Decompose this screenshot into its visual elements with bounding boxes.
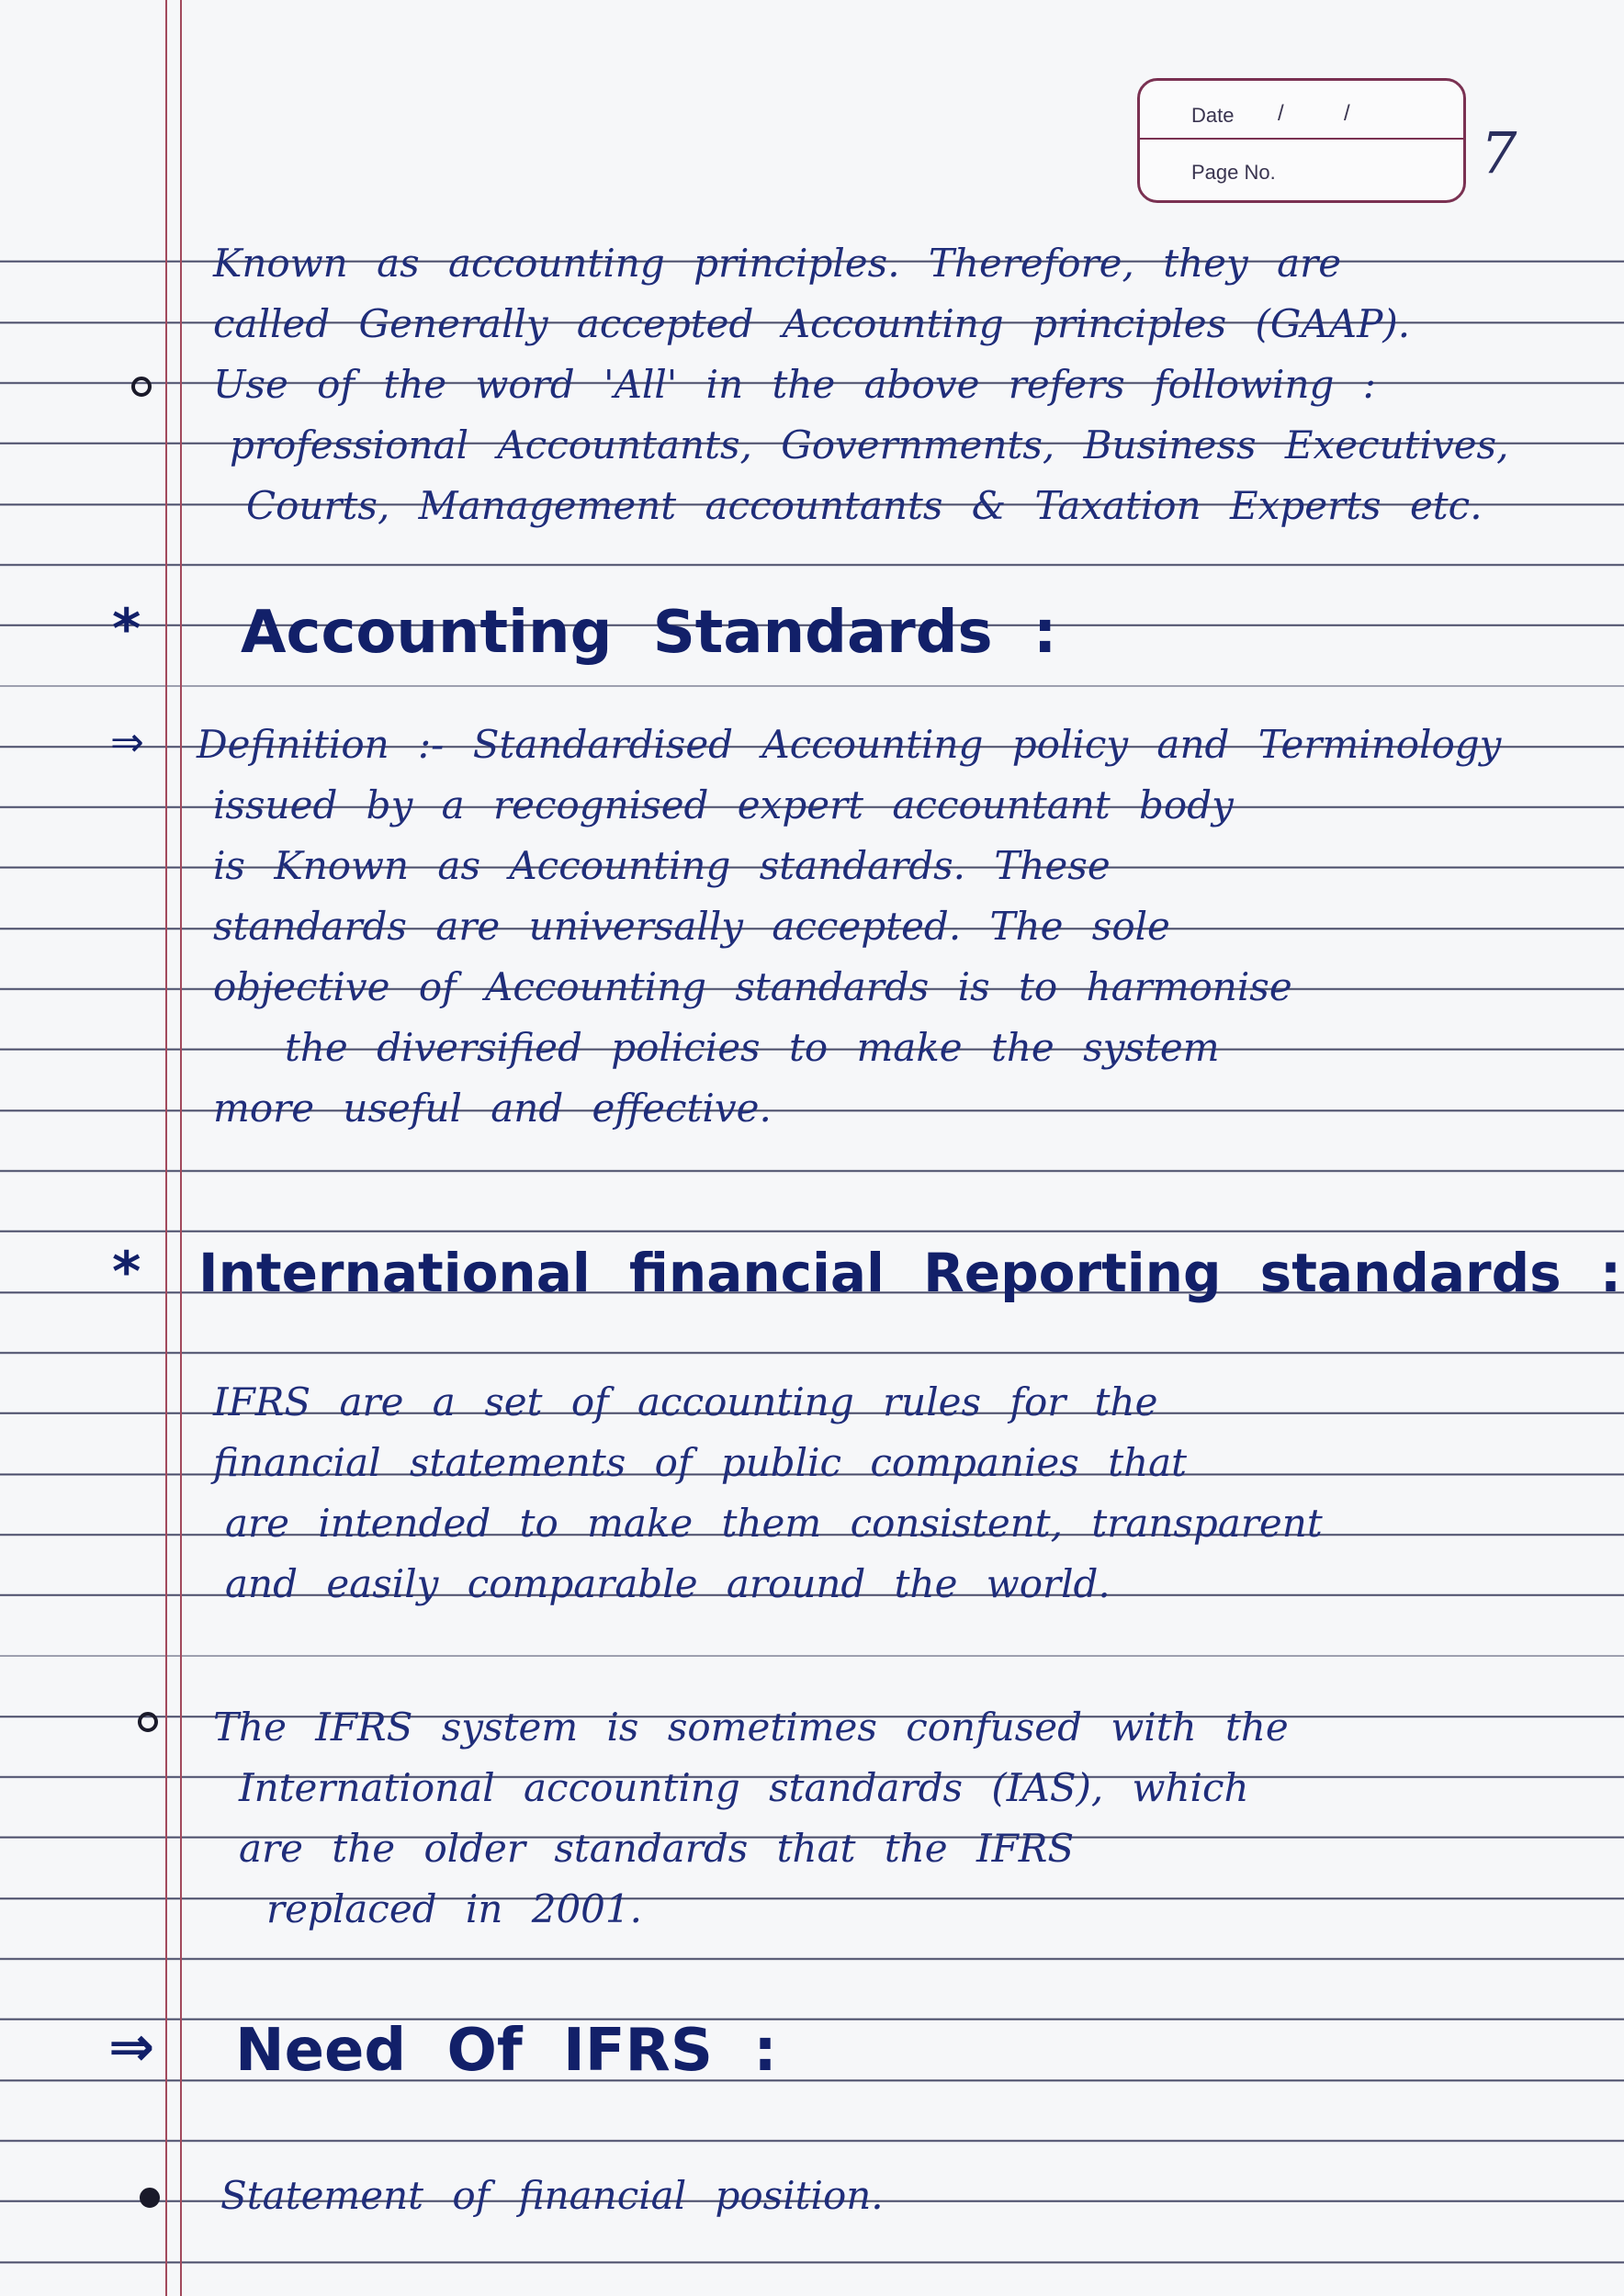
text-line: called Generally accepted Accounting principles (GAAP). bbox=[213, 301, 1411, 346]
section-heading: International financial Reporting standards : bbox=[198, 1242, 1622, 1304]
page-no-label: Page No. bbox=[1191, 161, 1276, 184]
text-line: IFRS are a set of accounting rules for the bbox=[213, 1379, 1158, 1424]
text-line: The IFRS system is sometimes confused with the bbox=[213, 1705, 1289, 1750]
text-line: Statement of financial position. bbox=[220, 2173, 884, 2218]
text-line: professional Accountants, Governments, Business Executives, bbox=[230, 422, 1509, 467]
text-line: Known as accounting principles. Therefore, they are bbox=[213, 241, 1342, 286]
text-line: is Known as Accounting standards. These bbox=[213, 843, 1111, 888]
text-line: International accounting standards (IAS), which bbox=[239, 1765, 1249, 1810]
margin-line-left bbox=[165, 0, 167, 2296]
text-line: objective of Accounting standards is to harmonise bbox=[213, 964, 1292, 1009]
text-line: replaced in 2001. bbox=[266, 1886, 642, 1931]
text-line: standards are universally accepted. The sole bbox=[213, 904, 1170, 949]
text-line: the diversified policies to make the system bbox=[285, 1025, 1220, 1070]
bullet bbox=[140, 2188, 160, 2208]
date-separator: / bbox=[1344, 101, 1350, 126]
text-line: Use of the word 'All' in the above refers following : bbox=[213, 362, 1376, 407]
text-line: issued by a recognised expert accountant body bbox=[213, 782, 1234, 827]
text-line: and easily comparable around the world. bbox=[225, 1561, 1111, 1606]
bullet bbox=[138, 1712, 158, 1732]
text-line: Definition :- Standardised Accounting policy and Terminology bbox=[197, 722, 1502, 767]
section-heading: Need Of IFRS : bbox=[235, 2017, 777, 2085]
bullet bbox=[131, 377, 152, 397]
text-line: are intended to make them consistent, transparent bbox=[225, 1501, 1323, 1546]
date-box-divider bbox=[1140, 138, 1463, 140]
date-label: Date bbox=[1191, 104, 1235, 127]
text-line: more useful and effective. bbox=[213, 1086, 772, 1131]
text-line: are the older standards that the IFRS bbox=[239, 1826, 1075, 1871]
margin-line-right bbox=[180, 0, 182, 2296]
asterisk-marker: * bbox=[112, 1240, 141, 1304]
text-line: Courts, Management accountants & Taxation Experts etc. bbox=[246, 483, 1483, 528]
text-line: financial statements of public companies that bbox=[213, 1440, 1188, 1485]
arrow-marker: ⇒ bbox=[108, 2015, 155, 2079]
section-heading: Accounting Standards : bbox=[241, 599, 1057, 667]
date-separator: / bbox=[1278, 101, 1284, 126]
asterisk-marker: * bbox=[112, 597, 141, 661]
date-page-box bbox=[1137, 78, 1466, 203]
page-number: 7 bbox=[1481, 119, 1517, 186]
arrow-marker: ⇒ bbox=[110, 719, 144, 766]
